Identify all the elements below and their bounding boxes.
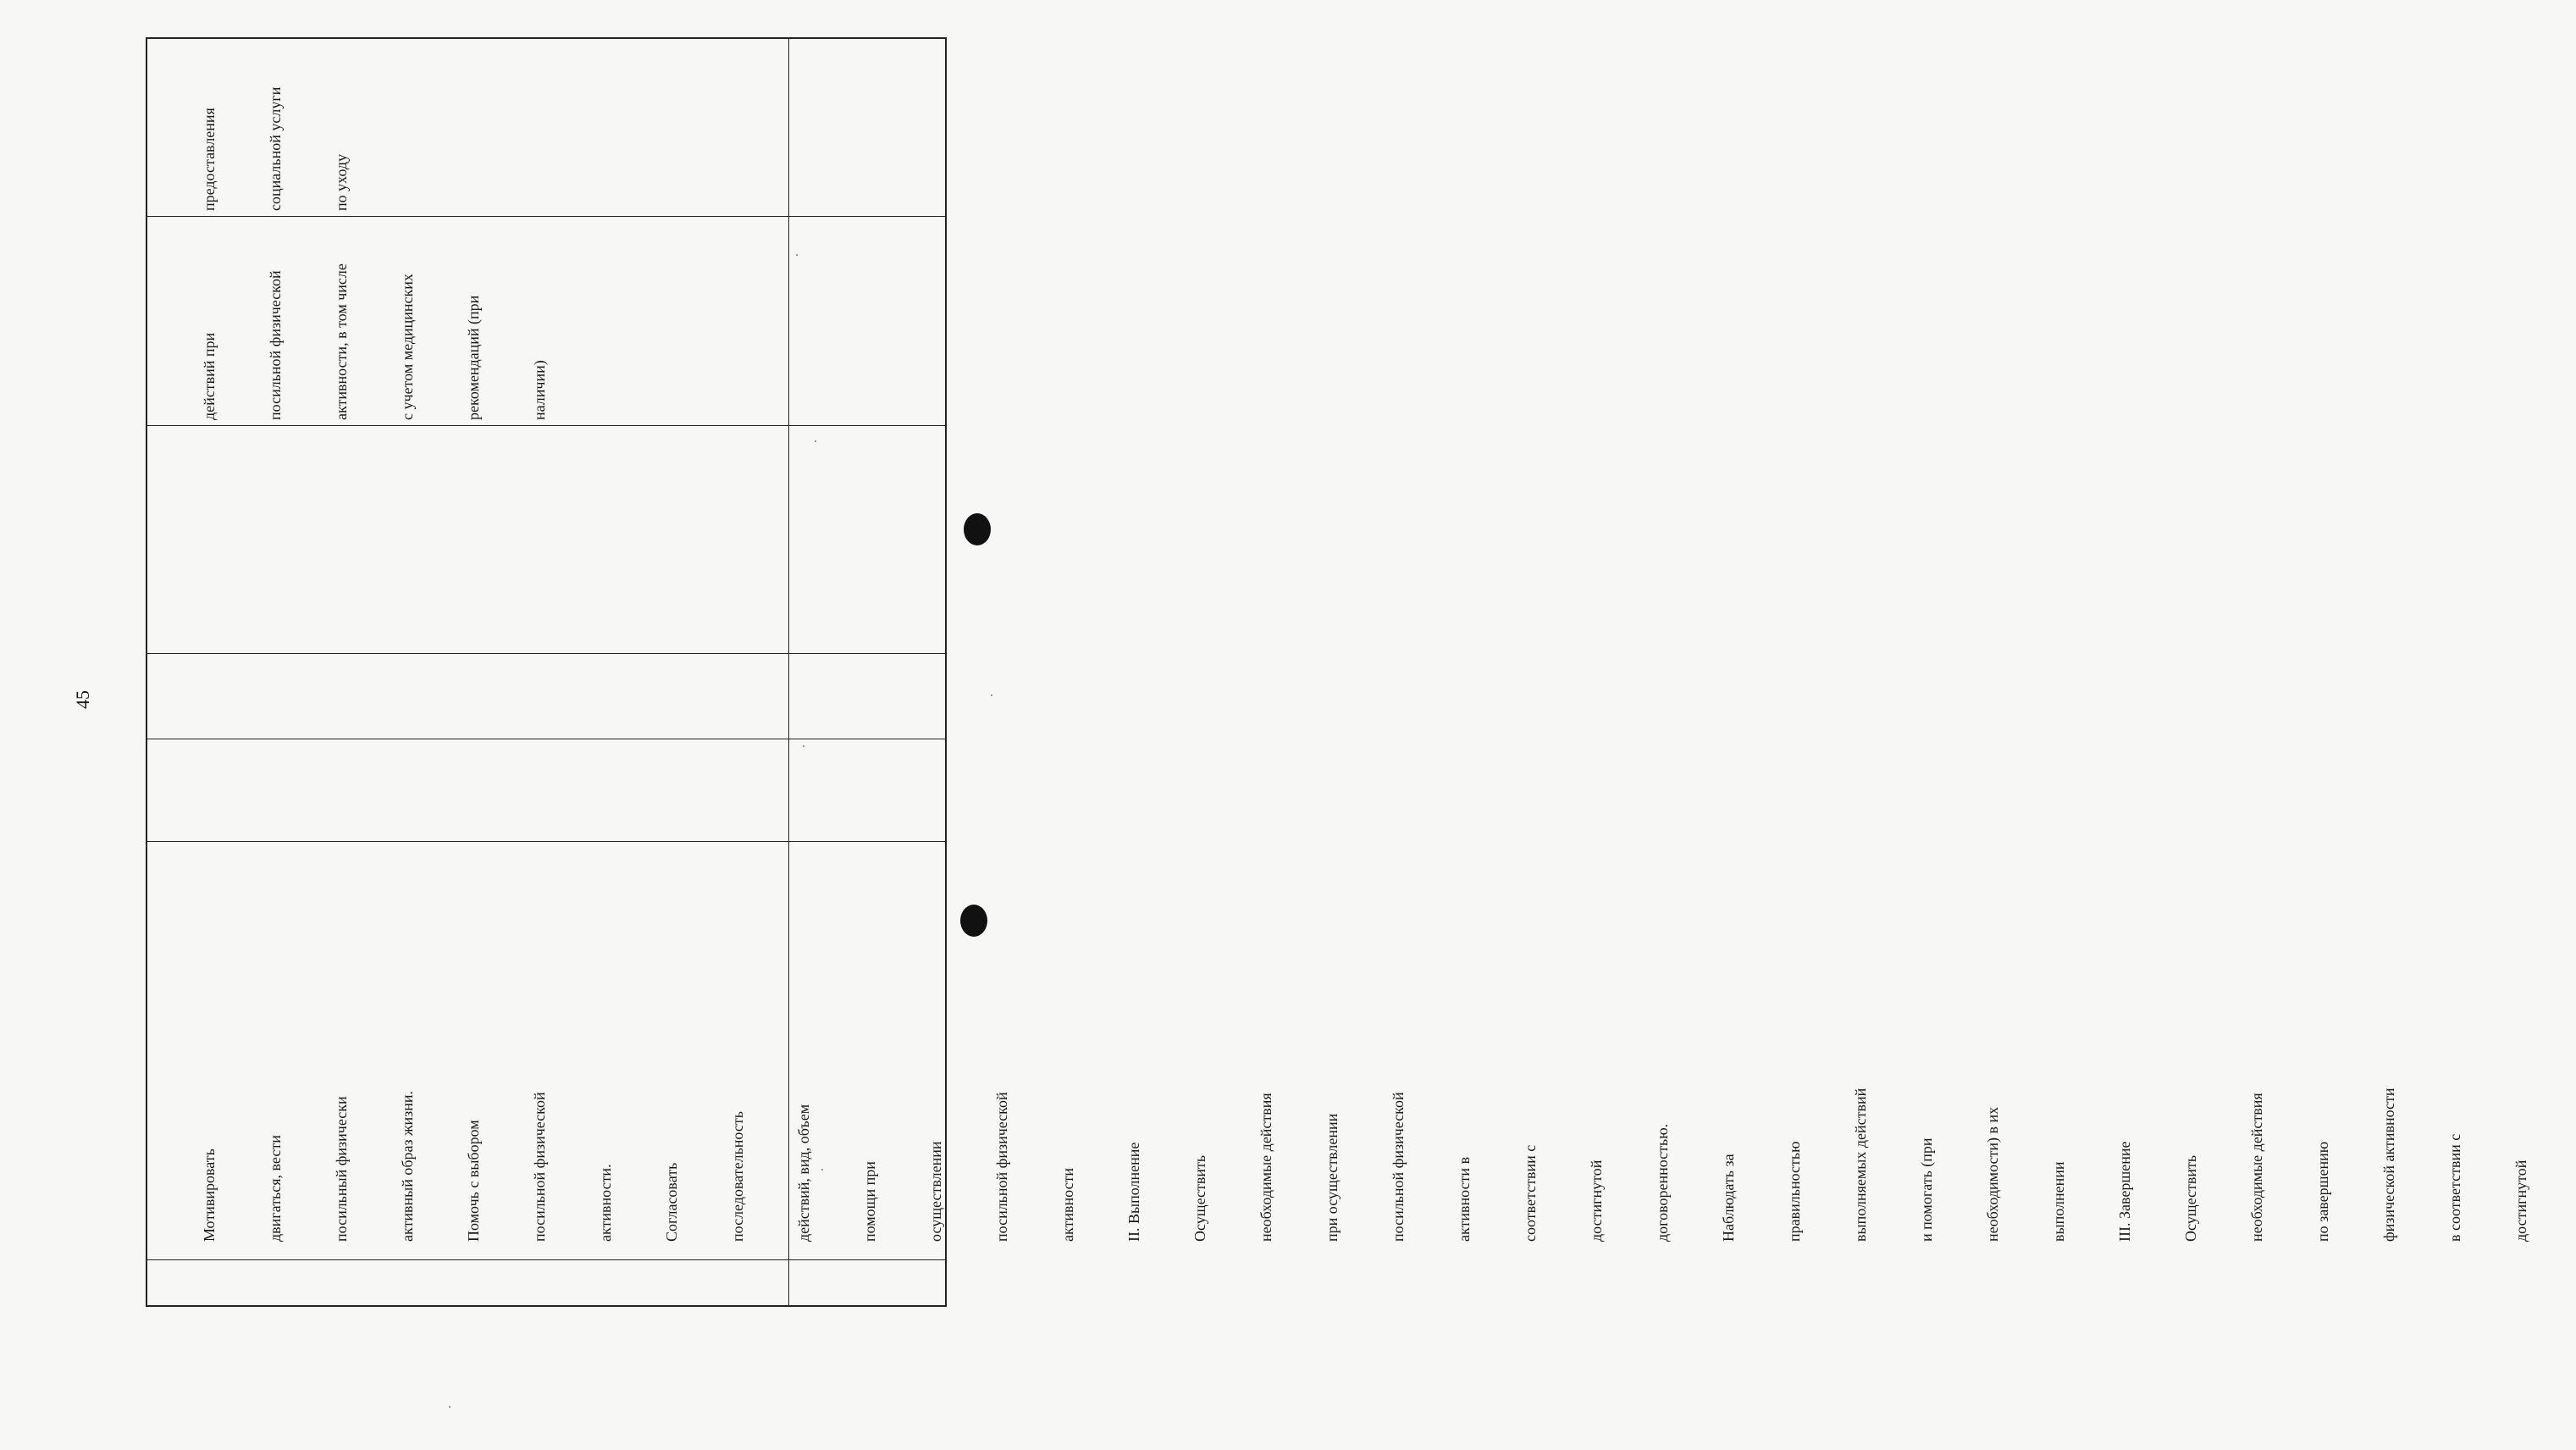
text-line: необходимые действия xyxy=(2248,1093,2265,1242)
text-line: II. Выполнение xyxy=(1125,1142,1142,1242)
text-line: посильной физической xyxy=(1390,1092,1407,1242)
scan-speck xyxy=(991,695,992,696)
text-line: действий при xyxy=(201,332,218,420)
text-line: активности в xyxy=(1456,1156,1473,1242)
text-line: социальной услуги xyxy=(267,86,284,211)
text-line: при осуществлении xyxy=(1324,1113,1341,1242)
text-line: достигнутой xyxy=(2512,1159,2529,1242)
punch-hole-lower xyxy=(960,905,987,937)
text-line: выполнении xyxy=(2050,1161,2067,1242)
text-line: Осуществить xyxy=(1191,1154,1208,1242)
text-line: посильный физически xyxy=(333,1096,350,1242)
text-line: посильной физической xyxy=(267,270,284,420)
text-line: необходимые действия xyxy=(1258,1093,1274,1242)
text-line: действий, вид, объем xyxy=(795,1104,812,1242)
text-line: наличии) xyxy=(531,360,548,420)
text-line: рекомендаций (при xyxy=(465,295,482,420)
text-line: достигнутой xyxy=(1588,1159,1605,1242)
rotated-table xyxy=(146,37,2529,1307)
text-line: помощи при xyxy=(861,1161,878,1242)
text-line: необходимости) в их xyxy=(1984,1106,2001,1242)
text-line: в соответствии с xyxy=(2446,1133,2463,1242)
text-line: Мотивировать xyxy=(201,1148,218,1242)
text-line: активности, в том числе xyxy=(333,263,350,420)
text-line: договоренностью. xyxy=(1654,1123,1671,1242)
text-line: и помогать (при xyxy=(1918,1137,1935,1242)
table-rule xyxy=(147,653,945,654)
text-line: предоставления xyxy=(201,108,218,211)
scan-speck xyxy=(821,1169,823,1171)
text-line: Наблюдать за xyxy=(1720,1154,1737,1242)
text-line: посильной физической xyxy=(993,1092,1010,1242)
table-rule xyxy=(147,841,945,842)
text-line: посильной физической xyxy=(531,1092,548,1242)
text-line: физической активности xyxy=(2380,1088,2397,1242)
text-line: Осуществить xyxy=(2182,1154,2199,1242)
text-line: активности xyxy=(1059,1167,1076,1242)
text-line: по уходу xyxy=(333,153,350,211)
cell-service-conditions xyxy=(154,87,396,211)
text-line: с учетом медицинских xyxy=(399,274,416,420)
text-line: активный образ жизни. xyxy=(399,1090,416,1242)
scan-speck xyxy=(803,745,804,747)
scan-speck xyxy=(796,254,798,256)
text-line: III. Завершение xyxy=(2116,1141,2133,1242)
cell-action-description xyxy=(154,1088,2576,1242)
text-line: правильностью xyxy=(1786,1141,1803,1242)
text-line: осуществлении xyxy=(927,1141,944,1242)
table-rule xyxy=(147,1259,945,1260)
text-line: двигаться, вести xyxy=(267,1135,284,1242)
scan-speck xyxy=(815,440,816,442)
punch-hole-upper xyxy=(964,513,991,545)
text-line: соответствии с xyxy=(1522,1144,1539,1242)
text-line: активности. xyxy=(597,1164,614,1242)
page-number: 45 xyxy=(72,690,93,709)
text-line: по завершению xyxy=(2314,1141,2331,1242)
text-line: Помочь с выбором xyxy=(465,1120,482,1242)
scan-speck xyxy=(449,1406,451,1408)
text-line: последовательность xyxy=(729,1111,746,1242)
text-line: Согласовать xyxy=(663,1162,680,1242)
text-line: выполняемых действий xyxy=(1852,1088,1869,1242)
cell-result-criteria xyxy=(154,263,594,420)
table-rule xyxy=(147,425,945,426)
table-rule xyxy=(147,216,945,217)
